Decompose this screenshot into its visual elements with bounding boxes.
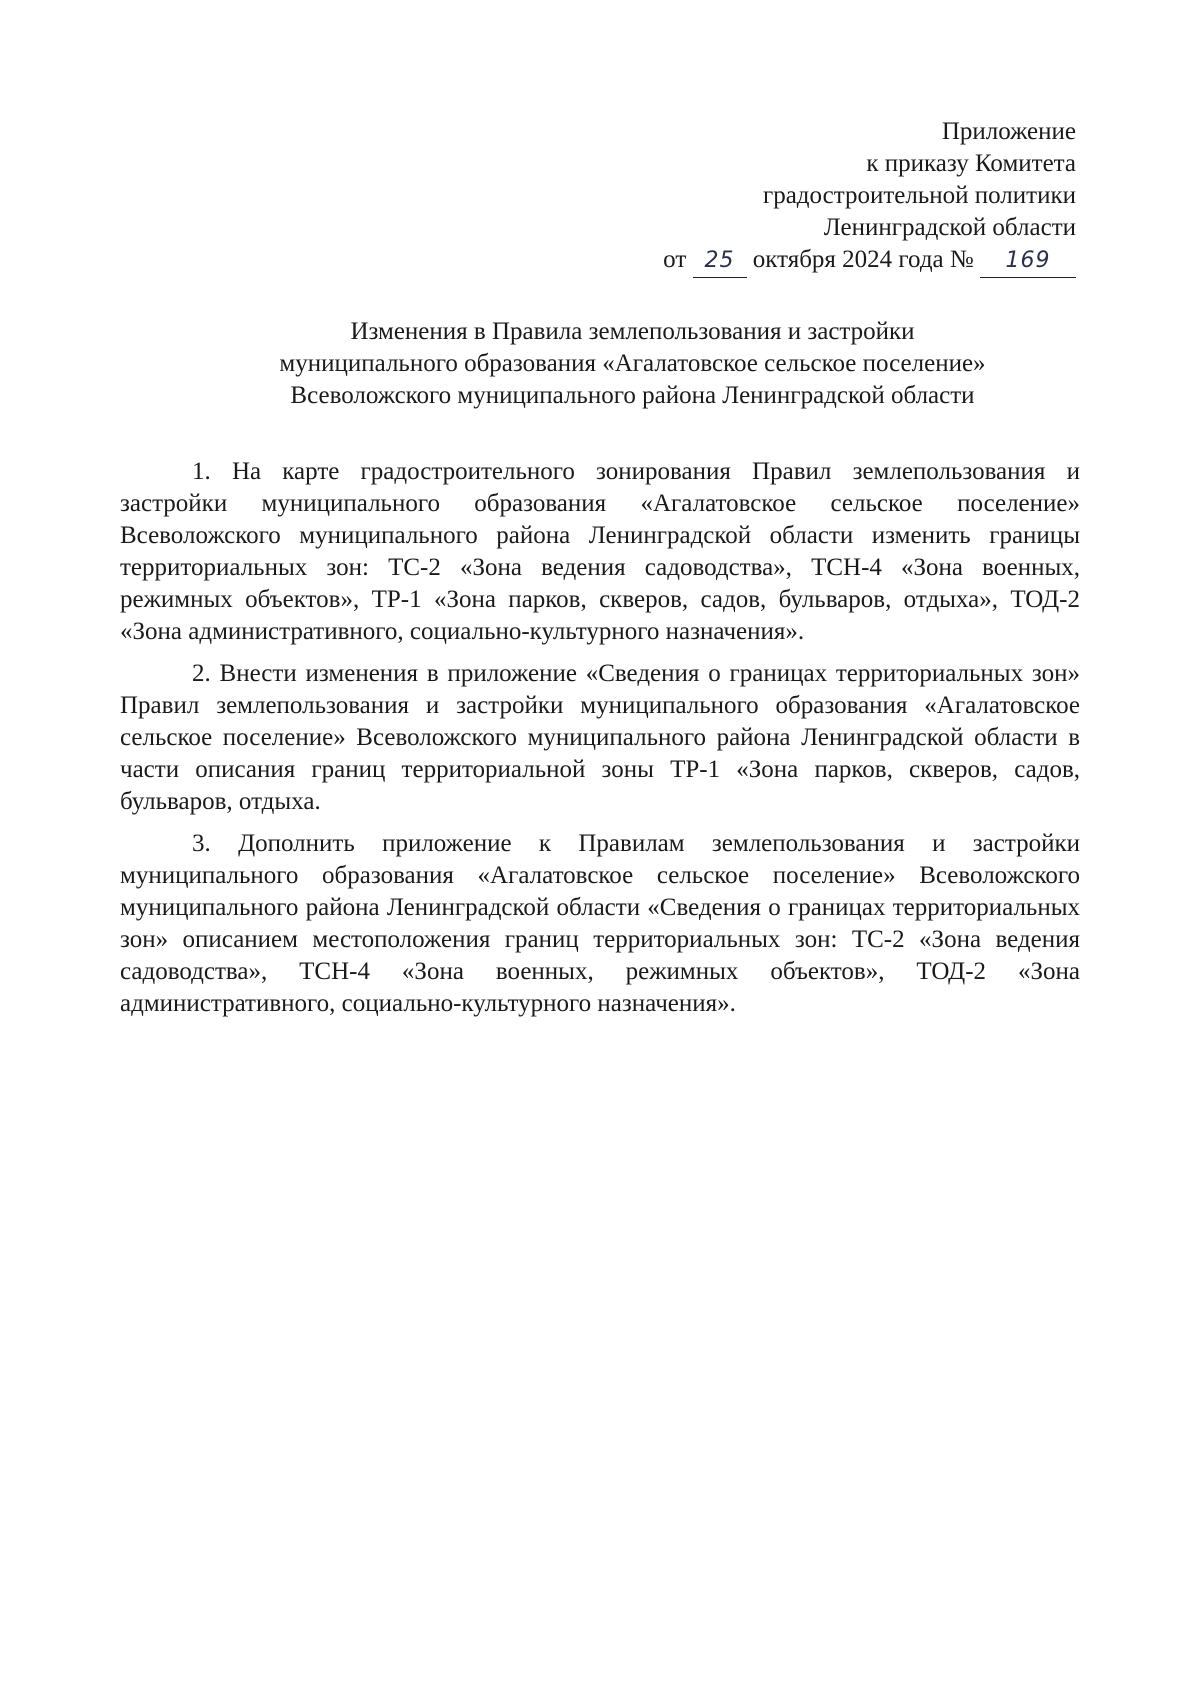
paragraph-3: 3. Дополнить приложение к Правилам землепользования и застройки муниципального образования «Агалатовское сельское поселение» Всеволожского муниципального района Ленинградской области «Сведения о границах территориальных зон» описанием местоположения границ территориальных зон: ТС-2 «Зона ведения садоводства», ТСН-4 «Зона военных, режимных объектов», ТОД-2 «Зона административного, социально-культурного назначения».: [120, 830, 1080, 1017]
document-body: [120, 456, 1080, 1030]
paragraph-1: 1. На карте градостроительного зонирования Правил землепользования и застройки муниципального образования «Агалатовское сельское поселение» Всеволожского муниципального района Ленинградской области изменить границы территориальных зон: ТС-2 «Зона ведения садоводства», ТСН-4 «Зона военных, режимных объектов», ТР-1 «Зона парков, скверов, садов, бульваров, отдыха», ТОД-2 «Зона административного, социально-культурного назначения».: [120, 458, 1080, 645]
date-prefix: от: [663, 246, 687, 273]
date-rest: октября 2024 года №: [752, 246, 974, 273]
order-number-handwritten: 169: [1005, 248, 1051, 273]
title-line-3: Всеволожского муниципального района Ленинградской области: [290, 382, 975, 409]
appendix-date-line: [663, 244, 1076, 278]
title-line-1: Изменения в Правила землепользования и застройки: [350, 318, 915, 345]
appendix-header: [663, 116, 1076, 278]
date-day-field: [693, 244, 747, 278]
appendix-order-ref: к приказу Комитета: [866, 150, 1076, 177]
appendix-region: Ленинградской области: [823, 214, 1076, 241]
order-number-field: [980, 244, 1076, 278]
appendix-committee: градостроительной политики: [762, 182, 1076, 209]
paragraph-2: 2. Внести изменения в приложение «Сведения о границах территориальных зон» Правил землепользования и застройки муниципального образования «Агалатовское сельское поселение» Всеволожского муниципального района Ленинградской области в части описания границ территориальной зоны ТР-1 «Зона парков, скверов, садов, бульваров, отдыха.: [120, 660, 1080, 815]
title-line-2: муниципального образования «Агалатовское сельское поселение»: [279, 350, 986, 377]
appendix-label: Приложение: [941, 118, 1076, 145]
document-title: [0, 316, 1200, 412]
date-day-handwritten: 25: [704, 248, 735, 273]
